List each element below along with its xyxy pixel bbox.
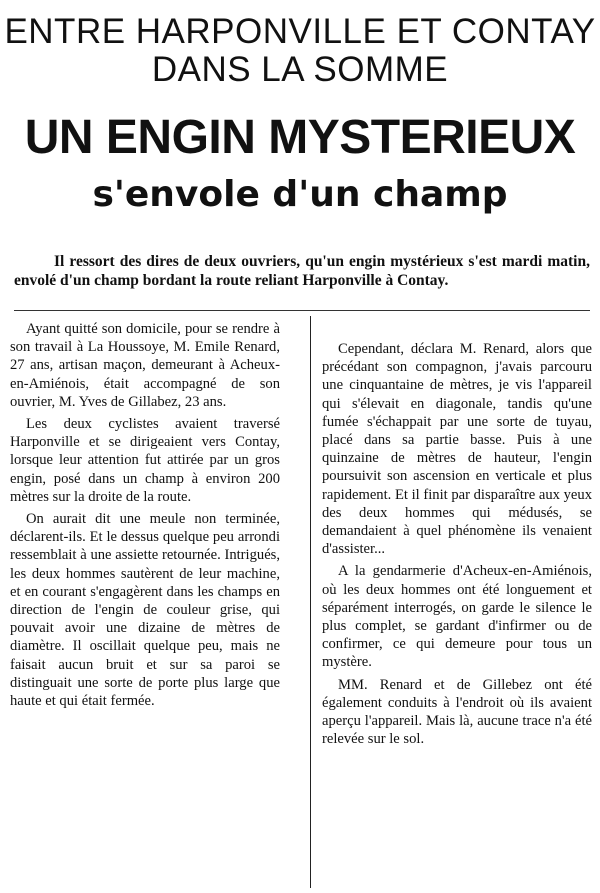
headline: UN ENGIN MYSTERIEUX bbox=[24, 111, 576, 164]
lede-paragraph: Il ressort des dires de deux ouvriers, qu'un engin mystérieux s'est mardi matin, envolé d'un champ bordant la route reliant Harponville à Contay. bbox=[14, 253, 590, 289]
column-divider bbox=[310, 316, 311, 888]
left-paragraph-2: Les deux cyclistes avaient traversé Harponville et se dirigeaient vers Contay, lorsque leur attention fut attirée par un gros engin, posé dans un champ à environ 200 mètres sur la droite de la route. bbox=[10, 416, 280, 505]
left-paragraph-3: On aurait dit une meule non terminée, déclarent-ils. Et le dessus quelque peu arrondi ressemblait à une assiette retournée. Intrigués, les deux hommes sautèrent de leur machine, et en courant s'engagèrent dans les champs en direction de l'engin de couleur grise, qui pouvait avoir une dizaine de mètres de diamètre. Il oscillait quelque peu, mais ne faisait aucun bruit et sur sa paroi se distinguait une sorte de porte plus large que haute et qui était fermée. bbox=[10, 511, 280, 710]
right-paragraph-2: A la gendarmerie d'Acheux-en-Amiénois, où les deux hommes ont été longuement et séparément interrogés, on garde le silence le plus complet, se gardant d'infirmer ou de confirmer, ce qui demeure pour tous un mystère. bbox=[322, 563, 592, 671]
right-column bbox=[322, 340, 592, 752]
left-column bbox=[10, 320, 280, 714]
kicker-line-1: ENTRE HARPONVILLE ET CONTAY bbox=[4, 12, 596, 51]
left-paragraph-1: Ayant quitté son domicile, pour se rendre à son travail à La Houssoye, M. Emile Renard, 27 ans, artisan maçon, demeurant à Acheux-en-Amiénois, était accompagné de son ouvrier, M. Yves de Gillabez, 23 ans. bbox=[10, 321, 280, 410]
right-paragraph-3: MM. Renard et de Gillebez ont été également conduits à l'endroit où ils avaient aperçu l'appareil. Mais là, aucune trace n'a été relevée sur le sol. bbox=[322, 676, 592, 748]
subheadline: s'envole d'un champ bbox=[92, 174, 508, 215]
horizontal-divider bbox=[14, 310, 590, 311]
kicker-line-2: DANS LA SOMME bbox=[151, 50, 449, 89]
right-paragraph-1: Cependant, déclara M. Renard, alors que précédant son compagnon, j'avais parcouru une cinquantaine de mètres, je vis l'appareil qui s'élevait en diagonale, tandis qu'une fumée s'échappait par une sorte de tuyau, placé dans sa partie basse. Puis à une quinzaine de mètres de hauteur, l'engin poursuivit son ascension en verticale et plus rapidement. Et il finit par disparaître aux yeux des deux hommes qui médusés, se demandaient à quel phénomène ils venaient d'assister... bbox=[322, 341, 592, 558]
